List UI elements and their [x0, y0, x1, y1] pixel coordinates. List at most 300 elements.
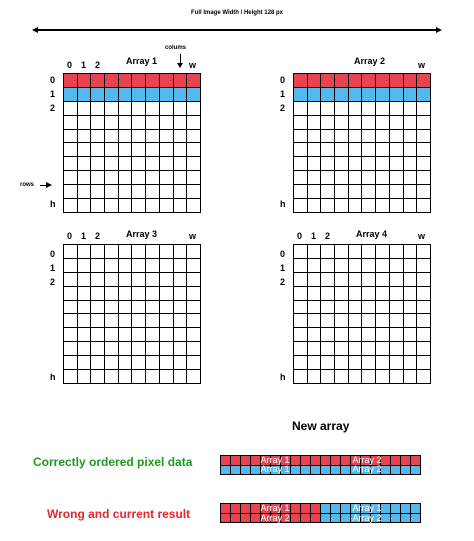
array-1-cell — [64, 171, 78, 185]
array-3-cell — [146, 356, 160, 370]
array-3-cell — [119, 273, 133, 287]
array-3-cell — [64, 328, 78, 342]
array-4-cell — [417, 287, 431, 301]
array-1-cell — [91, 171, 105, 185]
array-1-cell — [119, 102, 133, 116]
array-2-cell — [335, 130, 349, 144]
array-2-cell — [349, 130, 363, 144]
array-3-cell — [132, 328, 146, 342]
array-1-cell — [146, 130, 160, 144]
array-3-cell — [174, 314, 188, 328]
array-1-cell — [91, 74, 105, 88]
array-3-cell — [64, 356, 78, 370]
array-1-cell — [146, 157, 160, 171]
array-4-cell — [321, 245, 335, 259]
array-3-cell — [105, 342, 119, 356]
array-3-cell — [132, 342, 146, 356]
array-2-cell — [321, 199, 335, 213]
array-4-cell — [335, 314, 349, 328]
strip-cell — [291, 514, 301, 524]
array-1-cell — [119, 74, 133, 88]
strip-cell — [241, 466, 251, 476]
array-2-cell — [308, 185, 322, 199]
array-2-cell — [308, 171, 322, 185]
array-3-col-0: 0 — [67, 231, 73, 241]
array-1-cell — [132, 74, 146, 88]
array-1-cell — [105, 116, 119, 130]
array-1-cell — [64, 143, 78, 157]
array-3-cell — [187, 370, 201, 384]
array-1-cell — [187, 88, 201, 102]
array-3-cell — [78, 356, 92, 370]
array-3-cell — [119, 328, 133, 342]
array-4-cell — [404, 342, 418, 356]
array-2-cell — [390, 88, 404, 102]
array-3-cell — [105, 273, 119, 287]
array-2-cell — [362, 102, 376, 116]
array-3-row-2: 2 — [50, 277, 56, 287]
array-1-cell — [146, 88, 160, 102]
array-1-cell — [132, 171, 146, 185]
array-4-cell — [321, 370, 335, 384]
array-1-cell — [146, 102, 160, 116]
array-2-cell — [362, 88, 376, 102]
array-4-cell — [390, 259, 404, 273]
array-3-cell — [132, 245, 146, 259]
array-2-cell — [349, 199, 363, 213]
array-2-cell — [417, 88, 431, 102]
array-2-cell — [362, 199, 376, 213]
array-2-cell — [349, 102, 363, 116]
array-4-title: Array 4 — [356, 229, 388, 239]
array-2-cell — [376, 171, 390, 185]
array-2-cell — [390, 185, 404, 199]
array-4-cell — [308, 245, 322, 259]
array-3-cell — [174, 245, 188, 259]
array-1-cell — [160, 157, 174, 171]
array-1-cell — [146, 116, 160, 130]
strip-cell — [401, 514, 411, 524]
array-1-cell — [174, 88, 188, 102]
array-2-cell — [349, 157, 363, 171]
array-1-cell — [78, 88, 92, 102]
strip-cell — [241, 456, 251, 466]
array-3-cell — [132, 287, 146, 301]
array-1-cell — [91, 143, 105, 157]
array-2-cell — [362, 74, 376, 88]
array-3-cell — [105, 314, 119, 328]
strip-cell — [301, 504, 311, 514]
strip-cell — [341, 456, 351, 466]
array-4-cell — [308, 314, 322, 328]
array-4-col-1: 1 — [311, 231, 317, 241]
array-4-cell — [376, 245, 390, 259]
array-3-cell — [78, 245, 92, 259]
array-3-cell — [78, 287, 92, 301]
array-4-cell — [308, 259, 322, 273]
array-1-cell — [174, 171, 188, 185]
array-2-cell — [376, 102, 390, 116]
array-3-cell — [78, 342, 92, 356]
array-3-cell — [174, 273, 188, 287]
strip-cell — [231, 504, 241, 514]
array-2-cell — [308, 116, 322, 130]
strip-cell — [411, 514, 421, 524]
array-4-cell — [362, 328, 376, 342]
array-2-cell — [404, 74, 418, 88]
array-4-row-2: 2 — [280, 277, 286, 287]
array-2-cell — [390, 199, 404, 213]
strip-cell — [321, 466, 331, 476]
correct-row-0-label-a: Array 1 — [260, 455, 290, 465]
array-3-cell — [160, 245, 174, 259]
array-1-col-w: w — [189, 60, 197, 70]
array-3-cell — [91, 287, 105, 301]
strip-cell — [341, 466, 351, 476]
array-4-cell — [417, 259, 431, 273]
array-4-cell — [376, 273, 390, 287]
array-3-cell — [105, 287, 119, 301]
array-4-cell — [349, 301, 363, 315]
array-1-cell — [132, 116, 146, 130]
array-2-row-2: 2 — [280, 103, 286, 113]
array-4-cell — [335, 287, 349, 301]
array-4-cell — [321, 259, 335, 273]
array-4-cell — [376, 314, 390, 328]
array-4-cell — [417, 314, 431, 328]
array-2-cell — [308, 88, 322, 102]
array-2-cell — [376, 130, 390, 144]
correct-result-strip — [220, 455, 421, 475]
array-1-cell — [119, 171, 133, 185]
array-1-row-0: 0 — [50, 75, 56, 85]
array-2-cell — [321, 102, 335, 116]
array-2-cell — [390, 116, 404, 130]
array-1-cell — [160, 88, 174, 102]
array-1-cell — [64, 130, 78, 144]
array-2-cell — [376, 199, 390, 213]
array-3-cell — [119, 314, 133, 328]
array-2-cell — [404, 171, 418, 185]
array-2-cell — [349, 88, 363, 102]
array-4-cell — [349, 370, 363, 384]
array-3-cell — [146, 328, 160, 342]
array-4-cell — [294, 356, 308, 370]
array-1-cell — [105, 157, 119, 171]
array-1-cell — [132, 185, 146, 199]
array-1-cell — [64, 74, 78, 88]
array-2-cell — [321, 157, 335, 171]
array-1-cell — [174, 199, 188, 213]
array-3-cell — [91, 328, 105, 342]
array-3-cell — [119, 370, 133, 384]
array-4-cell — [349, 314, 363, 328]
array-3-cell — [78, 370, 92, 384]
array-3-cell — [78, 259, 92, 273]
array-3-title: Array 3 — [126, 229, 158, 239]
array-1-cell — [174, 185, 188, 199]
array-2-cell — [404, 116, 418, 130]
array-2-cell — [335, 199, 349, 213]
array-4-cell — [390, 314, 404, 328]
array-3-cell — [160, 370, 174, 384]
array-1-cell — [78, 116, 92, 130]
array-1-cell — [187, 116, 201, 130]
array-4-cell — [349, 356, 363, 370]
strip-cell — [231, 466, 241, 476]
array-3-cell — [119, 259, 133, 273]
array-4-row-0: 0 — [280, 249, 286, 259]
array-2-cell — [349, 171, 363, 185]
array-2-cell — [349, 74, 363, 88]
array-1-cell — [187, 143, 201, 157]
array-4-cell — [390, 328, 404, 342]
array-4-cell — [308, 370, 322, 384]
array-1-cell — [119, 143, 133, 157]
array-2-cell — [362, 157, 376, 171]
array-3-cell — [160, 259, 174, 273]
array-1-cell — [160, 102, 174, 116]
array-1-cell — [146, 199, 160, 213]
array-3-cell — [105, 370, 119, 384]
array-3-cell — [119, 301, 133, 315]
strip-cell — [231, 514, 241, 524]
array-1-cell — [91, 157, 105, 171]
rows-annotation: rows — [20, 182, 35, 188]
array-3-cell — [64, 259, 78, 273]
array-2-cell — [308, 102, 322, 116]
array-3-cell — [187, 287, 201, 301]
array-1-cell — [119, 157, 133, 171]
array-4-cell — [321, 328, 335, 342]
array-4-cell — [362, 259, 376, 273]
array-1-cell — [187, 130, 201, 144]
strip-cell — [401, 456, 411, 466]
array-1-cell — [105, 74, 119, 88]
array-2-row-0: 0 — [280, 75, 286, 85]
full-image-width-label: Full Image Width / Height 128 px — [191, 10, 283, 16]
array-3-cell — [64, 314, 78, 328]
correct-row-0-label-b: Array 2 — [352, 455, 382, 465]
columns-arrow-line — [180, 54, 181, 63]
array-1-cell — [64, 185, 78, 199]
strip-cell — [381, 456, 391, 466]
strip-cell — [411, 466, 421, 476]
strip-cell — [221, 504, 231, 514]
array-2-cell — [404, 199, 418, 213]
array-4-cell — [376, 328, 390, 342]
array-1-col-1: 1 — [81, 60, 87, 70]
array-1-cell — [105, 171, 119, 185]
array-2-cell — [376, 157, 390, 171]
array-4-cell — [404, 301, 418, 315]
array-3-cell — [91, 273, 105, 287]
array-4-cell — [376, 356, 390, 370]
array-1-cell — [78, 199, 92, 213]
array-2-cell — [349, 185, 363, 199]
array-4-cell — [417, 245, 431, 259]
array-1-cell — [132, 143, 146, 157]
array-2-cell — [417, 116, 431, 130]
array-2-cell — [321, 185, 335, 199]
array-2-cell — [335, 102, 349, 116]
array-4-cell — [404, 328, 418, 342]
array-4-cell — [376, 370, 390, 384]
strip-cell — [341, 504, 351, 514]
array-4-cell — [404, 314, 418, 328]
array-3-cell — [160, 287, 174, 301]
array-2-col-w: w — [418, 60, 426, 70]
array-1-cell — [78, 185, 92, 199]
array-1-grid — [63, 73, 201, 213]
array-3-cell — [174, 370, 188, 384]
strip-cell — [291, 456, 301, 466]
array-1-cell — [119, 185, 133, 199]
array-2-cell — [349, 116, 363, 130]
array-4-cell — [417, 328, 431, 342]
array-3-cell — [119, 356, 133, 370]
array-4-cell — [390, 287, 404, 301]
array-3-col-w: w — [189, 231, 197, 241]
array-3-cell — [91, 259, 105, 273]
array-4-cell — [349, 328, 363, 342]
array-4-cell — [390, 301, 404, 315]
array-2-cell — [294, 74, 308, 88]
array-1-cell — [78, 157, 92, 171]
array-3-cell — [187, 245, 201, 259]
array-2-cell — [294, 102, 308, 116]
array-1-cell — [105, 102, 119, 116]
array-2-cell — [335, 74, 349, 88]
array-2-cell — [335, 171, 349, 185]
array-3-cell — [91, 245, 105, 259]
array-4-cell — [404, 245, 418, 259]
array-2-cell — [417, 74, 431, 88]
array-4-col-0: 0 — [297, 231, 303, 241]
wrong-row-1-label-a: Array 2 — [260, 513, 290, 523]
array-4-cell — [390, 273, 404, 287]
array-4-cell — [335, 342, 349, 356]
array-3-col-2: 2 — [95, 231, 101, 241]
array-3-cell — [146, 245, 160, 259]
array-4-cell — [362, 370, 376, 384]
array-3-cell — [146, 301, 160, 315]
array-1-cell — [119, 130, 133, 144]
array-2-cell — [294, 171, 308, 185]
array-2-cell — [308, 199, 322, 213]
array-3-cell — [132, 356, 146, 370]
array-4-cell — [335, 259, 349, 273]
array-3-cell — [132, 370, 146, 384]
array-3-grid — [63, 244, 201, 384]
array-4-cell — [362, 273, 376, 287]
array-3-cell — [64, 342, 78, 356]
correct-row-1-label-a: Array 1 — [260, 464, 290, 474]
array-1-cell — [174, 74, 188, 88]
array-2-cell — [335, 116, 349, 130]
width-arrow-right-head — [436, 27, 442, 33]
array-4-cell — [294, 259, 308, 273]
array-2-cell — [404, 130, 418, 144]
array-3-cell — [187, 328, 201, 342]
array-4-cell — [308, 273, 322, 287]
array-2-cell — [321, 116, 335, 130]
array-1-cell — [105, 185, 119, 199]
array-4-col-2: 2 — [325, 231, 331, 241]
array-4-cell — [294, 370, 308, 384]
array-2-row-h: h — [280, 199, 286, 209]
strip-cell — [221, 456, 231, 466]
array-2-cell — [335, 185, 349, 199]
array-3-cell — [174, 259, 188, 273]
strip-cell — [391, 504, 401, 514]
array-3-cell — [91, 370, 105, 384]
array-3-cell — [64, 245, 78, 259]
array-4-cell — [321, 342, 335, 356]
array-3-cell — [64, 301, 78, 315]
array-4-cell — [390, 370, 404, 384]
array-1-cell — [105, 199, 119, 213]
array-4-cell — [321, 273, 335, 287]
array-2-cell — [390, 157, 404, 171]
array-1-cell — [160, 116, 174, 130]
array-4-cell — [362, 356, 376, 370]
array-1-cell — [160, 74, 174, 88]
array-4-row-1: 1 — [280, 263, 286, 273]
array-3-cell — [160, 328, 174, 342]
array-3-cell — [105, 245, 119, 259]
array-4-cell — [349, 273, 363, 287]
array-3-cell — [119, 287, 133, 301]
array-2-cell — [390, 74, 404, 88]
strip-cell — [221, 514, 231, 524]
array-4-cell — [349, 259, 363, 273]
array-3-cell — [91, 356, 105, 370]
strip-cell — [331, 504, 341, 514]
array-4-cell — [376, 287, 390, 301]
array-3-cell — [146, 259, 160, 273]
array-3-cell — [105, 301, 119, 315]
array-2-grid — [293, 73, 431, 213]
array-2-cell — [335, 157, 349, 171]
array-4-cell — [335, 273, 349, 287]
strip-cell — [301, 466, 311, 476]
array-3-cell — [78, 328, 92, 342]
array-3-cell — [78, 273, 92, 287]
array-4-cell — [376, 342, 390, 356]
strip-cell — [321, 504, 331, 514]
array-2-cell — [417, 171, 431, 185]
array-1-cell — [146, 171, 160, 185]
array-3-cell — [132, 259, 146, 273]
array-2-title: Array 2 — [354, 56, 386, 66]
array-3-cell — [146, 273, 160, 287]
array-4-cell — [321, 287, 335, 301]
strip-cell — [381, 514, 391, 524]
array-1-cell — [64, 157, 78, 171]
array-4-cell — [294, 342, 308, 356]
array-3-cell — [146, 314, 160, 328]
array-1-cell — [78, 143, 92, 157]
array-1-cell — [174, 130, 188, 144]
strip-cell — [291, 504, 301, 514]
strip-cell — [301, 456, 311, 466]
array-2-cell — [417, 185, 431, 199]
strip-cell — [381, 466, 391, 476]
strip-cell — [391, 456, 401, 466]
strip-cell — [331, 456, 341, 466]
strip-cell — [291, 466, 301, 476]
